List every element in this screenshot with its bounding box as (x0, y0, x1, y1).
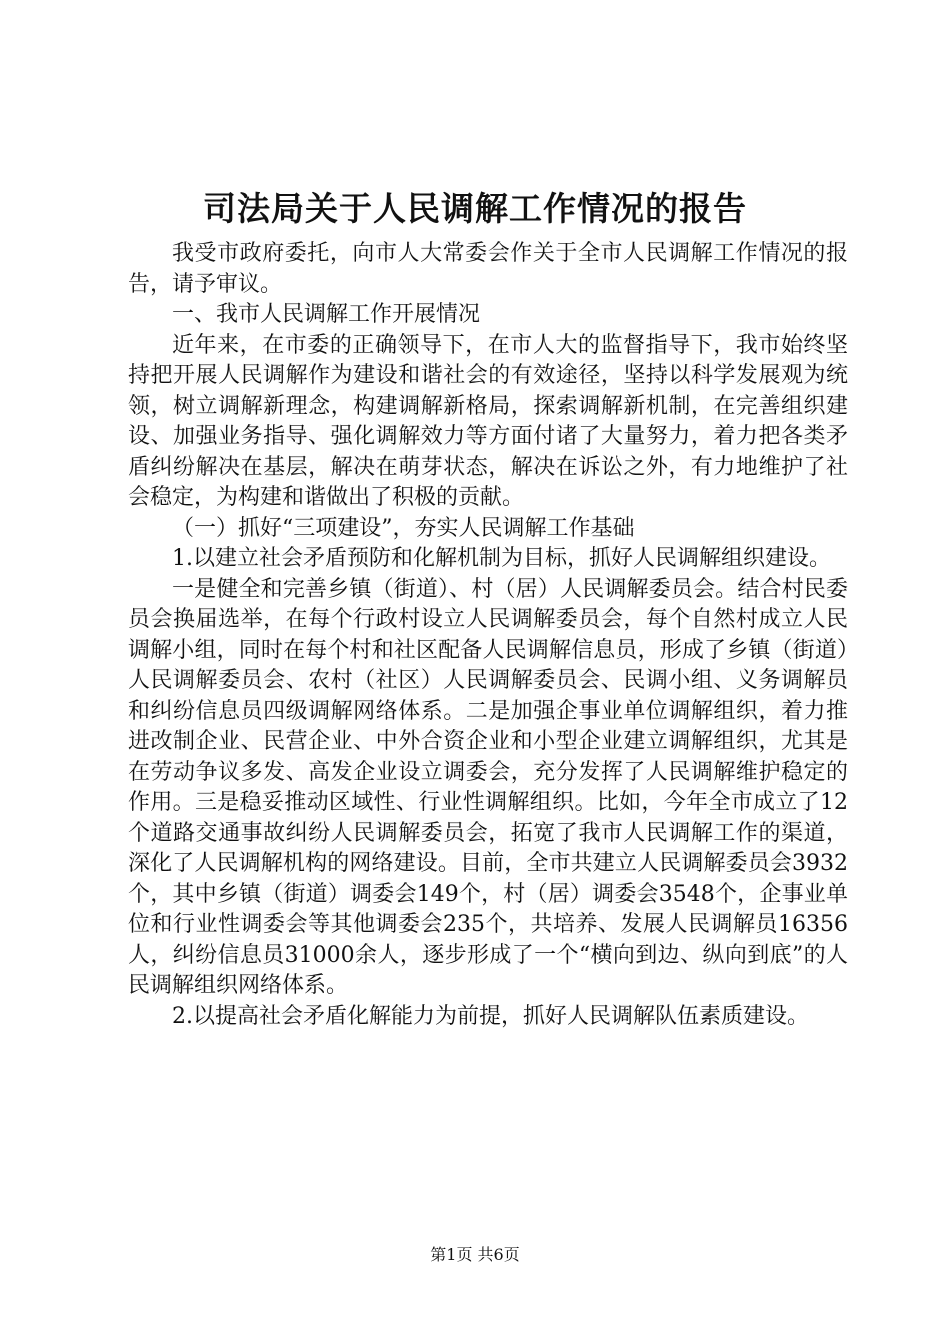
document-title: 司法局关于人民调解工作情况的报告 (203, 189, 747, 228)
paragraph-organization: 一是健全和完善乡镇（街道）、村（居）人民调解委员会。结合村民委员会换届选举，在每个行政村设立人民调解委员会，每个自然村成立人民调解小组，同时在每个村和社区配备人民调解信息员，形成了乡镇（街道）人民调解委员会、农村（社区）人民调解委员会、民调小组、义务调解员和纠纷信息员四级调解网络体系。二是加强企事业单位调解组织，着力推进改制企业、民营企业、中外合资企业和小型企业建立调解组织，尤其是在劳动争议多发、高发企业设立调委会，充分发挥了人民调解维护稳定的作用。三是稳妥推动区域性、行业性调解组织。比如，今年全市成立了12个道路交通事故纠纷人民调解委员会，拓宽了我市人民调解工作的渠道，深化了人民调解机构的网络建设。目前，全市共建立人民调解委员会3932个，其中乡镇（街道）调委会149个，村（居）调委会3548个，企事业单位和行业性调委会等其他调委会235个，共培养、发展人民调解员16356人，纠纷信息员31000余人，逐步形成了一个“横向到边、纵向到底”的人民调解组织网络体系。 (128, 576, 848, 998)
subsection-heading-1: （一）抓好“三项建设”，夯实人民调解工作基础 (172, 515, 635, 541)
item-heading-1: 1.以建立社会矛盾预防和化解机制为目标，抓好人民调解组织建设。 (172, 546, 831, 571)
paragraph-overview: 近年来，在市委的正确领导下，在市人大的监督指导下，我市始终坚持把开展人民调解作为建设和谐社会的有效途径，坚持以科学发展观为统领，树立调解新理念，构建调解新格局，探索调解新机制，在完善组织建设、加强业务指导、强化调解效力等方面付诸了大量努力，着力把各类矛盾纠纷解决在基层，解决在萌芽状态，解决在诉讼之外，有力地维护了社会稳定，为构建和谐做出了积极的贡献。 (128, 332, 848, 510)
page-footer: 第1页 共6页 (430, 1245, 520, 1264)
section-heading-1: 一、我市人民调解工作开展情况 (172, 302, 481, 327)
paragraph-intro: 我受市政府委托，向市人大常委会作关于全市人民调解工作情况的报告，请予审议。 (128, 241, 848, 297)
item-heading-2: 2.以提高社会矛盾化解能力为前提，抓好人民调解队伍素质建设。 (172, 1003, 809, 1029)
document-body (128, 239, 848, 1032)
